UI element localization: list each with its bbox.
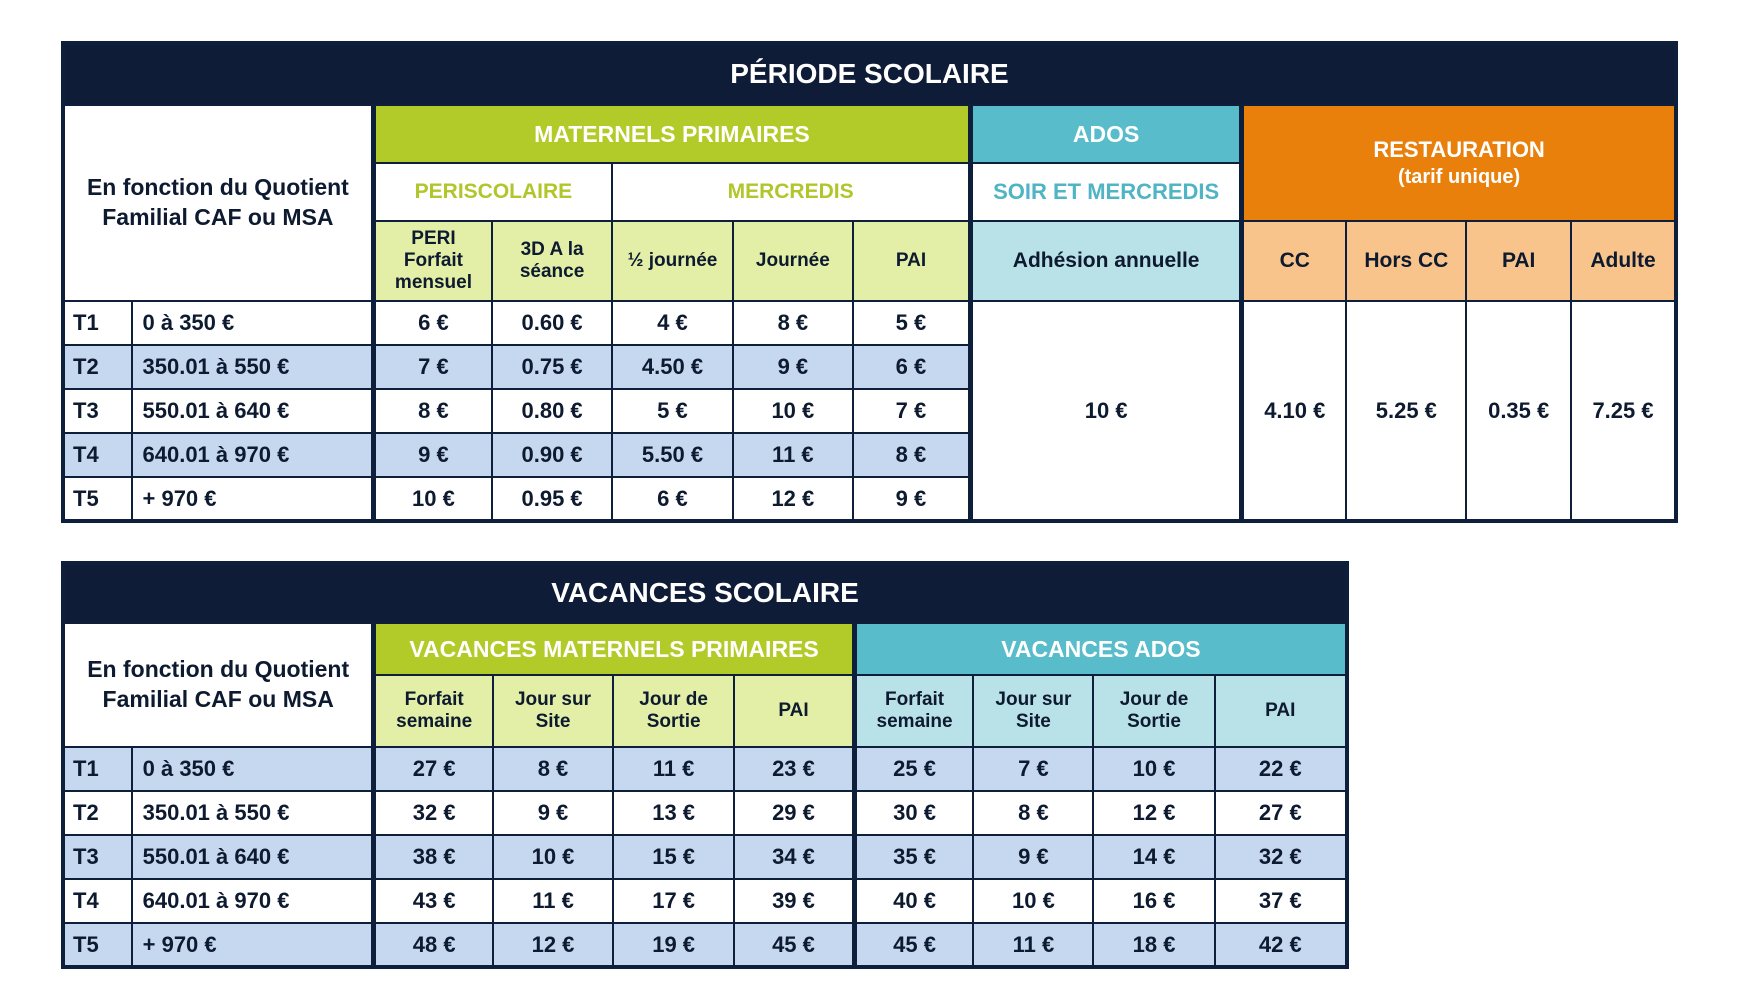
value-cell: 10 € bbox=[373, 477, 492, 521]
value-cell: 10 € bbox=[493, 835, 613, 879]
table-row bbox=[63, 835, 1347, 879]
value-cell: 0.75 € bbox=[492, 345, 612, 389]
col-a-forfait-semaine: Forfait semaine bbox=[854, 675, 973, 747]
value-cell: 15 € bbox=[613, 835, 734, 879]
resto-pai-value: 0.35 € bbox=[1466, 301, 1571, 521]
tranche-cell: T2 bbox=[63, 345, 132, 389]
value-cell: 4 € bbox=[612, 301, 733, 345]
col-cc: CC bbox=[1242, 221, 1347, 301]
value-cell: 43 € bbox=[374, 879, 493, 923]
value-cell: 45 € bbox=[854, 923, 973, 967]
periode-scolaire-table bbox=[61, 41, 1678, 523]
mercredis-header: MERCREDIS bbox=[612, 163, 971, 221]
restauration-subtitle: (tarif unique) bbox=[1397, 166, 1521, 189]
tranche-cell: T1 bbox=[63, 747, 132, 791]
value-cell: 9 € bbox=[733, 345, 853, 389]
value-cell: 30 € bbox=[854, 791, 973, 835]
periscolaire-header: PERISCOLAIRE bbox=[373, 163, 612, 221]
value-cell: 29 € bbox=[734, 791, 854, 835]
value-cell: 22 € bbox=[1215, 747, 1347, 791]
value-cell: 8 € bbox=[733, 301, 853, 345]
value-cell: 9 € bbox=[973, 835, 1093, 879]
col-journee: Journée bbox=[733, 221, 853, 301]
range-cell: + 970 € bbox=[132, 923, 374, 967]
value-cell: 8 € bbox=[853, 433, 971, 477]
tranche-cell: T3 bbox=[63, 389, 132, 433]
col-m-forfait-semaine: Forfait semaine bbox=[374, 675, 493, 747]
value-cell: 12 € bbox=[493, 923, 613, 967]
value-cell: 27 € bbox=[374, 747, 493, 791]
restauration-header bbox=[1242, 105, 1676, 221]
value-cell: 35 € bbox=[854, 835, 973, 879]
periode-title: PÉRIODE SCOLAIRE bbox=[63, 43, 1676, 105]
tranche-cell: T1 bbox=[63, 301, 132, 345]
table-row bbox=[63, 747, 1347, 791]
value-cell: 5 € bbox=[853, 301, 971, 345]
value-cell: 14 € bbox=[1093, 835, 1214, 879]
value-cell: 32 € bbox=[374, 791, 493, 835]
col-pai-resto: PAI bbox=[1466, 221, 1571, 301]
range-cell: 350.01 à 550 € bbox=[132, 345, 374, 389]
value-cell: 6 € bbox=[373, 301, 492, 345]
tranche-cell: T2 bbox=[63, 791, 132, 835]
value-cell: 8 € bbox=[493, 747, 613, 791]
restauration-title: RESTAURATION bbox=[1373, 136, 1545, 162]
value-cell: 0.80 € bbox=[492, 389, 612, 433]
value-cell: 40 € bbox=[854, 879, 973, 923]
value-cell: 11 € bbox=[493, 879, 613, 923]
col-m-pai: PAI bbox=[734, 675, 854, 747]
value-cell: 9 € bbox=[493, 791, 613, 835]
col-a-pai: PAI bbox=[1215, 675, 1347, 747]
resto-cc-value: 4.10 € bbox=[1242, 301, 1347, 521]
value-cell: 25 € bbox=[854, 747, 973, 791]
tranche-cell: T5 bbox=[63, 477, 132, 521]
value-cell: 6 € bbox=[612, 477, 733, 521]
vacances-maternels-header: VACANCES MATERNELS PRIMAIRES bbox=[374, 623, 854, 675]
value-cell: 9 € bbox=[373, 433, 492, 477]
value-cell: 34 € bbox=[734, 835, 854, 879]
value-cell: 11 € bbox=[613, 747, 734, 791]
tranche-cell: T4 bbox=[63, 879, 132, 923]
value-cell: 9 € bbox=[853, 477, 971, 521]
table-row bbox=[63, 301, 1676, 345]
range-cell: 0 à 350 € bbox=[132, 747, 374, 791]
ados-adhesion-value: 10 € bbox=[971, 301, 1242, 521]
value-cell: 0.95 € bbox=[492, 477, 612, 521]
value-cell: 32 € bbox=[1215, 835, 1347, 879]
ados-header: ADOS bbox=[971, 105, 1242, 163]
table-row bbox=[63, 879, 1347, 923]
value-cell: 0.90 € bbox=[492, 433, 612, 477]
value-cell: 10 € bbox=[1093, 747, 1214, 791]
table-row bbox=[63, 791, 1347, 835]
resto-adulte-value: 7.25 € bbox=[1571, 301, 1676, 521]
tranche-cell: T3 bbox=[63, 835, 132, 879]
range-cell: 640.01 à 970 € bbox=[132, 879, 374, 923]
col-demi-journee: ½ journée bbox=[612, 221, 733, 301]
resto-hors-cc-value: 5.25 € bbox=[1346, 301, 1466, 521]
col-hors-cc: Hors CC bbox=[1346, 221, 1466, 301]
value-cell: 7 € bbox=[853, 389, 971, 433]
table-row bbox=[63, 923, 1347, 967]
value-cell: 18 € bbox=[1093, 923, 1214, 967]
value-cell: 10 € bbox=[973, 879, 1093, 923]
value-cell: 16 € bbox=[1093, 879, 1214, 923]
value-cell: 37 € bbox=[1215, 879, 1347, 923]
col-adulte: Adulte bbox=[1571, 221, 1676, 301]
value-cell: 5 € bbox=[612, 389, 733, 433]
vacances-ados-header: VACANCES ADOS bbox=[854, 623, 1347, 675]
col-peri-forfait: PERI Forfait mensuel bbox=[373, 221, 492, 301]
value-cell: 45 € bbox=[734, 923, 854, 967]
col-a-jour-de-sortie: Jour de Sortie bbox=[1093, 675, 1214, 747]
value-cell: 19 € bbox=[613, 923, 734, 967]
range-cell: 640.01 à 970 € bbox=[132, 433, 374, 477]
value-cell: 42 € bbox=[1215, 923, 1347, 967]
value-cell: 48 € bbox=[374, 923, 493, 967]
range-cell: 550.01 à 640 € bbox=[132, 835, 374, 879]
value-cell: 10 € bbox=[733, 389, 853, 433]
value-cell: 8 € bbox=[373, 389, 492, 433]
col-m-jour-sur-site: Jour sur Site bbox=[493, 675, 613, 747]
value-cell: 11 € bbox=[973, 923, 1093, 967]
value-cell: 6 € bbox=[853, 345, 971, 389]
range-cell: 350.01 à 550 € bbox=[132, 791, 374, 835]
value-cell: 7 € bbox=[373, 345, 492, 389]
value-cell: 27 € bbox=[1215, 791, 1347, 835]
value-cell: 17 € bbox=[613, 879, 734, 923]
vacances-scolaire-table bbox=[61, 561, 1349, 969]
tranche-cell: T4 bbox=[63, 433, 132, 477]
range-cell: 0 à 350 € bbox=[132, 301, 374, 345]
value-cell: 39 € bbox=[734, 879, 854, 923]
value-cell: 13 € bbox=[613, 791, 734, 835]
col-adhesion-annuelle: Adhésion annuelle bbox=[971, 221, 1242, 301]
value-cell: 12 € bbox=[1093, 791, 1214, 835]
maternels-primaires-header: MATERNELS PRIMAIRES bbox=[373, 105, 970, 163]
value-cell: 23 € bbox=[734, 747, 854, 791]
col-3d-seance: 3D A la séance bbox=[492, 221, 612, 301]
value-cell: 8 € bbox=[973, 791, 1093, 835]
value-cell: 12 € bbox=[733, 477, 853, 521]
vacances-title: VACANCES SCOLAIRE bbox=[63, 563, 1347, 623]
value-cell: 38 € bbox=[374, 835, 493, 879]
col-pai: PAI bbox=[853, 221, 971, 301]
value-cell: 11 € bbox=[733, 433, 853, 477]
qf-label: En fonction du Quotient Familial CAF ou MSA bbox=[63, 105, 373, 301]
range-cell: + 970 € bbox=[132, 477, 374, 521]
col-m-jour-de-sortie: Jour de Sortie bbox=[613, 675, 734, 747]
soir-mercredis-header: SOIR ET MERCREDIS bbox=[971, 163, 1242, 221]
value-cell: 5.50 € bbox=[612, 433, 733, 477]
col-a-jour-sur-site: Jour sur Site bbox=[973, 675, 1093, 747]
range-cell: 550.01 à 640 € bbox=[132, 389, 374, 433]
value-cell: 7 € bbox=[973, 747, 1093, 791]
value-cell: 0.60 € bbox=[492, 301, 612, 345]
value-cell: 4.50 € bbox=[612, 345, 733, 389]
qf-label: En fonction du Quotient Familial CAF ou MSA bbox=[63, 623, 374, 747]
tranche-cell: T5 bbox=[63, 923, 132, 967]
